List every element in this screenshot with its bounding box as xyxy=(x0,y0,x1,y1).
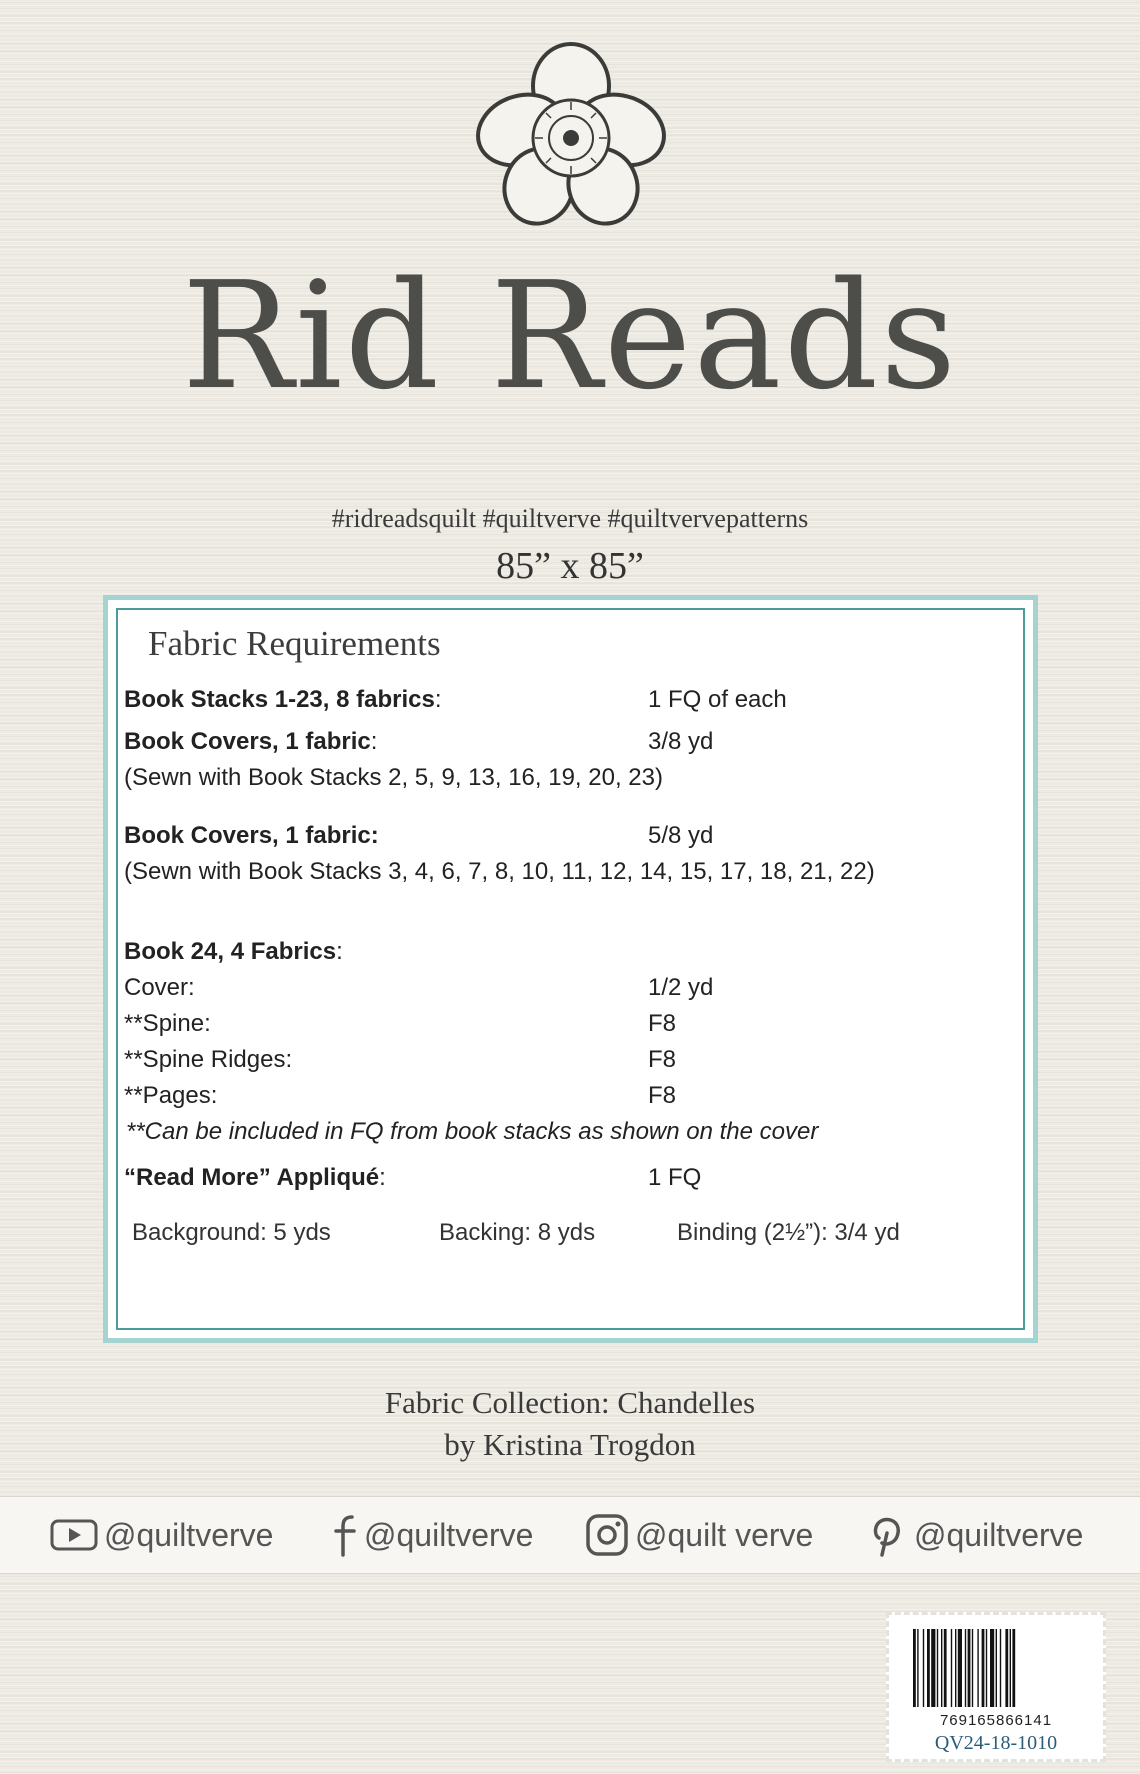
pinterest-icon xyxy=(868,1513,908,1557)
barcode-icon xyxy=(911,1629,1081,1709)
facebook-handle: @quiltverve xyxy=(364,1516,534,1553)
book-24-spine-value: F8 xyxy=(648,1010,677,1037)
book-24-spine-label: **Spine: xyxy=(124,1010,211,1037)
book-24-spine-ridges-value: F8 xyxy=(648,1046,677,1073)
instagram-handle: @quilt verve xyxy=(635,1516,814,1553)
book-covers-2-note: (Sewn with Book Stacks 3, 4, 6, 7, 8, 10, 11, 12, 14, 15, 17, 18, 21, 22) xyxy=(124,858,875,885)
fabric-requirements-heading: Fabric Requirements xyxy=(148,624,441,663)
quilt-size: 85” x 85” xyxy=(496,545,644,587)
book-24-label: Book 24, 4 Fabrics: xyxy=(124,938,343,965)
pinterest-handle: @quiltverve xyxy=(914,1516,1084,1553)
pattern-title: Rid Reads xyxy=(181,250,959,422)
social-youtube[interactable] xyxy=(50,1513,273,1557)
book-covers-1-note: (Sewn with Book Stacks 2, 5, 9, 13, 16, 19, 20, 23) xyxy=(124,764,663,791)
social-instagram[interactable] xyxy=(585,1513,813,1557)
book-24-spine-ridges-label: **Spine Ridges: xyxy=(124,1046,293,1073)
youtube-icon xyxy=(50,1518,98,1552)
hashtags: #ridreadsquilt #quiltverve #quiltvervepatterns xyxy=(331,504,809,533)
social-facebook[interactable] xyxy=(334,1513,533,1557)
book-24-cover-value: 1/2 yd xyxy=(648,974,714,1001)
book-covers-1-label: Book Covers, 1 fabric: xyxy=(124,728,378,755)
social-pinterest[interactable] xyxy=(868,1513,1083,1557)
book-stacks-value: 1 FQ of each xyxy=(648,686,787,713)
book-24-cover-label: Cover: xyxy=(124,974,195,1001)
facebook-icon xyxy=(334,1513,358,1557)
upc-number: 769165866141 xyxy=(939,1712,1053,1729)
flower-logo-icon xyxy=(465,38,677,228)
book-24-note: **Can be included in FQ from book stacks as shown on the cover xyxy=(126,1118,819,1145)
background-requirement: Background: 5 yds xyxy=(132,1219,331,1246)
book-covers-1-value: 3/8 yd xyxy=(648,728,714,755)
book-24-pages-value: F8 xyxy=(648,1082,677,1109)
book-covers-2-value: 5/8 yd xyxy=(648,822,714,849)
instagram-icon xyxy=(585,1513,629,1557)
read-more-value: 1 FQ xyxy=(648,1164,702,1191)
read-more-label: “Read More” Appliqué: xyxy=(124,1164,386,1191)
fabric-requirements-panel xyxy=(103,595,1038,1343)
collection-name: Fabric Collection: Chandelles xyxy=(384,1385,756,1420)
binding-requirement: Binding (2½”): 3/4 yd xyxy=(677,1219,900,1246)
sku-code: QV24-18-1010 xyxy=(934,1732,1058,1754)
youtube-handle: @quiltverve xyxy=(104,1516,274,1553)
fabric-collection xyxy=(0,1382,1140,1466)
collection-designer: by Kristina Trogdon xyxy=(444,1427,696,1462)
social-bar xyxy=(0,1496,1140,1574)
barcode-label xyxy=(886,1612,1106,1762)
book-stacks-label: Book Stacks 1-23, 8 fabrics: xyxy=(124,686,442,713)
book-24-pages-label: **Pages: xyxy=(124,1082,218,1109)
backing-requirement: Backing: 8 yds xyxy=(439,1219,596,1246)
book-covers-2-label: Book Covers, 1 fabric: xyxy=(124,822,379,849)
